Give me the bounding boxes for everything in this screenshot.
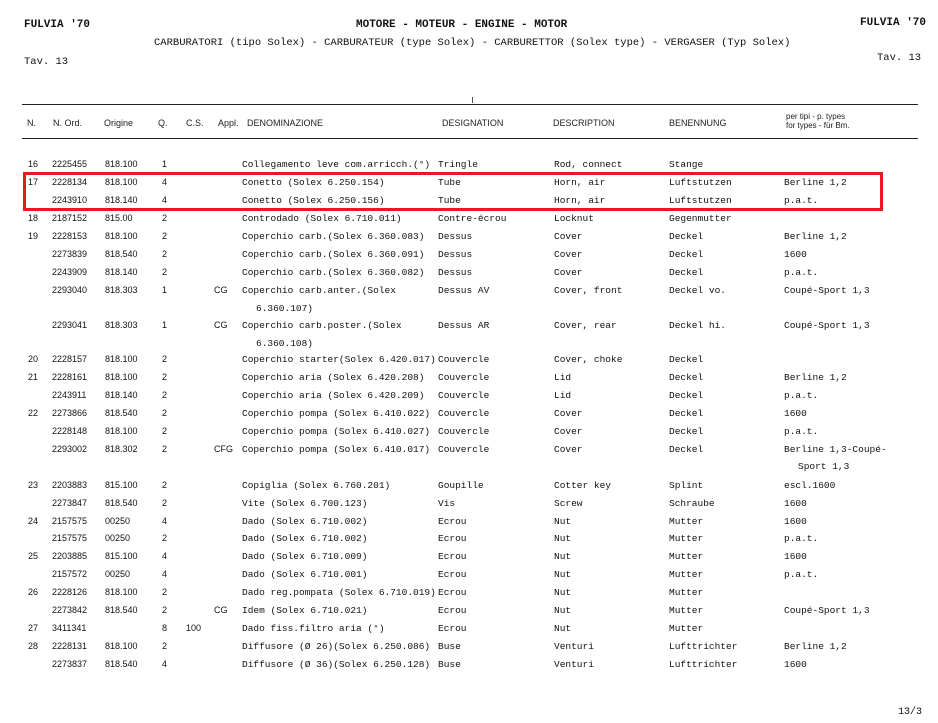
cell-desig: Vis — [438, 498, 456, 509]
cell-desc: Nut — [554, 516, 572, 527]
cell-den: Coperchio carb.anter.(Solex — [242, 285, 396, 296]
cell-desig: Couvercle — [438, 426, 490, 437]
cell-desc: Cover, rear — [554, 320, 617, 331]
cell-den: Coperchio carb.poster.(Solex — [242, 320, 402, 331]
cell-n: 26 — [28, 587, 39, 597]
cell-desc: Screw — [554, 498, 583, 509]
cell-types: p.a.t. — [784, 390, 819, 401]
cell-desig: Goupille — [438, 480, 484, 491]
cell-ben: Luftstutzen — [669, 177, 732, 188]
cell-ord: 2273842 — [52, 605, 88, 615]
cell-orig: 818.140 — [105, 390, 138, 400]
cell-types: Sport 1,3 — [798, 461, 850, 472]
cell-desig: Dessus — [438, 267, 473, 278]
cell-ben: Deckel vo. — [669, 285, 727, 296]
cell-q: 4 — [162, 569, 168, 579]
cell-den: Coperchio carb.(Solex 6.360.082) — [242, 267, 425, 278]
scan-mark — [472, 97, 473, 103]
cell-den: Copiglia (Solex 6.760.201) — [242, 480, 391, 491]
cell-n: 17 — [28, 177, 39, 187]
cell-desc: Nut — [554, 587, 572, 598]
table-number-right: Tav. 13 — [877, 52, 922, 64]
cell-ord: 2273837 — [52, 659, 88, 669]
cell-types: 1600 — [784, 408, 807, 419]
cell-ord: 2228161 — [52, 372, 88, 382]
cell-den: Diffusore (Ø 36)(Solex 6.250.128) — [242, 659, 431, 670]
cell-ord: 2273866 — [52, 408, 88, 418]
cell-ord: 2187152 — [52, 213, 88, 223]
table-row — [0, 621, 938, 639]
cell-q: 1 — [162, 285, 168, 295]
cell-desig: Dessus — [438, 231, 473, 242]
cell-q: 2 — [162, 408, 168, 418]
cell-ord: 2157575 — [52, 516, 88, 526]
cell-types: p.a.t. — [784, 533, 819, 544]
table-row — [0, 406, 938, 424]
cell-types: Coupé-Sport 1,3 — [784, 320, 870, 331]
cell-desc: Nut — [554, 533, 572, 544]
table-row — [0, 496, 938, 514]
cell-orig: 818.100 — [105, 231, 138, 241]
cell-types: Berline 1,2 — [784, 177, 847, 188]
cell-ben: Mutter — [669, 533, 704, 544]
cell-den: 6.360.107) — [256, 303, 314, 314]
table-row — [0, 229, 938, 247]
cell-types: 1600 — [784, 551, 807, 562]
cell-n: 22 — [28, 408, 39, 418]
cell-desig: Contre-écrou — [438, 213, 507, 224]
cell-den: Coperchio carb.(Solex 6.360.091) — [242, 249, 425, 260]
cell-n: 21 — [28, 372, 39, 382]
cell-ord: 2293002 — [52, 444, 88, 454]
cell-q: 2 — [162, 372, 168, 382]
cell-desc: Cover — [554, 426, 583, 437]
cell-orig: 818.540 — [105, 408, 138, 418]
cell-den: Conetto (Solex 6.250.156) — [242, 195, 385, 206]
cell-ord: 2243911 — [52, 390, 87, 400]
cell-desc: Locknut — [554, 213, 594, 224]
cell-ord: 2157572 — [52, 569, 88, 579]
cell-den: Controdado (Solex 6.710.011) — [242, 213, 402, 224]
cell-den: Dado fiss.filtro aria (°) — [242, 623, 385, 634]
cell-ben: Lufttrichter — [669, 659, 738, 670]
cell-desc: Lid — [554, 372, 572, 383]
cell-types: Coupé-Sport 1,3 — [784, 285, 870, 296]
cell-q: 2 — [162, 231, 168, 241]
cell-orig: 818.100 — [105, 641, 138, 651]
cell-desig: Ecrou — [438, 623, 467, 634]
cell-n: 27 — [28, 623, 39, 633]
cell-ord: 2225455 — [52, 159, 88, 169]
cell-q: 1 — [162, 320, 168, 330]
cell-desig: Couvercle — [438, 390, 490, 401]
cell-den: Coperchio aria (Solex 6.420.208) — [242, 372, 425, 383]
cell-ord: 2228157 — [52, 354, 88, 364]
table-row — [0, 567, 938, 585]
cell-orig: 818.100 — [105, 426, 138, 436]
cell-desig: Buse — [438, 641, 461, 652]
cell-ben: Mutter — [669, 551, 704, 562]
cell-den: Collegamento leve com.arricch.(°) — [242, 159, 431, 170]
cell-n: 23 — [28, 480, 39, 490]
cell-desc: Cover — [554, 408, 583, 419]
cell-desig: Tringle — [438, 159, 478, 170]
cell-orig: 00250 — [105, 516, 131, 526]
cell-types: p.a.t. — [784, 569, 819, 580]
cell-den: Coperchio pompa (Solex 6.410.022) — [242, 408, 431, 419]
cell-n: 25 — [28, 551, 39, 561]
table-row — [0, 301, 938, 319]
cell-ben: Deckel — [669, 249, 704, 260]
cell-ord: 2293041 — [52, 320, 88, 330]
table-row — [0, 370, 938, 388]
cell-orig: 815.100 — [105, 551, 138, 561]
cell-q: 2 — [162, 641, 168, 651]
cell-den: Dado (Solex 6.710.001) — [242, 569, 368, 580]
cell-orig: 818.540 — [105, 605, 138, 615]
cell-q: 2 — [162, 533, 168, 543]
cell-desig: Tube — [438, 195, 461, 206]
cell-orig: 818.540 — [105, 249, 138, 259]
cell-types: 1600 — [784, 498, 807, 509]
cell-desc: Venturi — [554, 659, 594, 670]
cell-q: 4 — [162, 177, 168, 187]
cell-ord: 2293040 — [52, 285, 88, 295]
cell-desc: Cover — [554, 267, 583, 278]
table-row — [0, 603, 938, 621]
table-number-left: Tav. 13 — [24, 56, 69, 68]
cell-ben: Deckel — [669, 390, 704, 401]
cell-types: p.a.t. — [784, 195, 819, 206]
col-header-n: N. — [27, 118, 36, 128]
cell-ben: Deckel hi. — [669, 320, 727, 331]
cell-orig: 815.00 — [105, 213, 133, 223]
cell-ben: Deckel — [669, 231, 704, 242]
col-header-ord: N. Ord. — [53, 118, 83, 128]
cell-types: Berline 1,3-Coupé- — [784, 444, 887, 455]
cell-types: Berline 1,2 — [784, 372, 847, 383]
table-row — [0, 388, 938, 406]
cell-ord: 2273839 — [52, 249, 88, 259]
cell-den: Dado (Solex 6.710.002) — [242, 516, 368, 527]
cell-desig: Dessus — [438, 249, 473, 260]
cell-q: 2 — [162, 444, 168, 454]
cell-ben: Luftstutzen — [669, 195, 732, 206]
cell-den: 6.360.108) — [256, 338, 314, 349]
cell-ord: 2228131 — [52, 641, 88, 651]
col-header-desc: DESCRIPTION — [553, 118, 615, 128]
cell-ben: Deckel — [669, 426, 704, 437]
cell-ord: 2243909 — [52, 267, 88, 277]
cell-q: 2 — [162, 605, 168, 615]
header-rule-bottom — [22, 138, 918, 139]
col-header-ben: BENENNUNG — [669, 118, 727, 128]
cell-types: p.a.t. — [784, 426, 819, 437]
cell-orig: 818.302 — [105, 444, 138, 454]
table-row — [0, 283, 938, 301]
table-row — [0, 424, 938, 442]
cell-den: Coperchio starter(Solex 6.420.017) — [242, 354, 436, 365]
col-header-q: Q. — [158, 118, 168, 128]
cell-ord: 2228134 — [52, 177, 88, 187]
cell-q: 2 — [162, 498, 168, 508]
cell-n: 28 — [28, 641, 39, 651]
cell-ben: Lufttrichter — [669, 641, 738, 652]
table-row — [0, 657, 938, 675]
page-title: MOTORE - MOTEUR - ENGINE - MOTOR — [356, 19, 568, 31]
cell-den: Vite (Solex 6.700.123) — [242, 498, 368, 509]
cell-ben: Mutter — [669, 569, 704, 580]
cell-orig: 818.100 — [105, 372, 138, 382]
cell-n: 20 — [28, 354, 39, 364]
cell-desig: Couvercle — [438, 444, 490, 455]
table-row — [0, 442, 938, 460]
cell-ben: Deckel — [669, 267, 704, 278]
cell-den: Coperchio aria (Solex 6.420.209) — [242, 390, 425, 401]
cell-ben: Deckel — [669, 354, 704, 365]
cell-types: Berline 1,2 — [784, 641, 847, 652]
cell-desc: Cover — [554, 444, 583, 455]
cell-desig: Ecrou — [438, 587, 467, 598]
cell-orig: 818.100 — [105, 159, 138, 169]
cell-desc: Nut — [554, 623, 572, 634]
cell-types: 1600 — [784, 249, 807, 260]
cell-types: Berline 1,2 — [784, 231, 847, 242]
model-label-left: FULVIA '70 — [24, 19, 91, 31]
table-row — [0, 514, 938, 532]
cell-den: Dado (Solex 6.710.009) — [242, 551, 368, 562]
cell-desc: Lid — [554, 390, 572, 401]
cell-ord: 2273847 — [52, 498, 88, 508]
cell-ben: Deckel — [669, 372, 704, 383]
cell-desc: Cover — [554, 249, 583, 260]
col-header-appl: Appl. — [218, 118, 239, 128]
cell-den: Coperchio pompa (Solex 6.410.027) — [242, 426, 431, 437]
cell-orig: 818.100 — [105, 587, 138, 597]
highlight-box — [23, 172, 883, 211]
cell-q: 2 — [162, 213, 168, 223]
cell-q: 2 — [162, 249, 168, 259]
cell-desig: Ecrou — [438, 551, 467, 562]
table-row — [0, 318, 938, 336]
table-row — [0, 247, 938, 265]
table-row — [0, 211, 938, 229]
cell-ord: 2203883 — [52, 480, 88, 490]
table-row — [0, 531, 938, 549]
table-row — [0, 352, 938, 370]
cell-den: Idem (Solex 6.710.021) — [242, 605, 368, 616]
page-number: 13/3 — [898, 707, 923, 718]
cell-q: 4 — [162, 195, 168, 205]
col-header-desig: DESIGNATION — [442, 118, 504, 128]
cell-types: 1600 — [784, 659, 807, 670]
cell-ord: 2157575 — [52, 533, 88, 543]
cell-desc: Nut — [554, 569, 572, 580]
col-header-den: DENOMINAZIONE — [247, 118, 324, 128]
cell-ord: 3411341 — [52, 623, 87, 633]
model-label-right: FULVIA '70 — [860, 17, 927, 29]
col-header-types-line1: per tipi - p. types — [786, 112, 846, 121]
cell-n: 18 — [28, 213, 39, 223]
cell-desc: Rod, connect — [554, 159, 623, 170]
cell-appl: CG — [214, 320, 228, 330]
table-row — [0, 265, 938, 283]
cell-desig: Couvercle — [438, 408, 490, 419]
cell-types: escl.1600 — [784, 480, 836, 491]
cell-n: 24 — [28, 516, 39, 526]
cell-q: 8 — [162, 623, 168, 633]
table-row — [0, 459, 938, 477]
cell-desig: Ecrou — [438, 533, 467, 544]
cell-desig: Ecrou — [438, 605, 467, 616]
cell-appl: CFG — [214, 444, 233, 454]
cell-orig: 00250 — [105, 533, 131, 543]
col-header-cs: C.S. — [186, 118, 204, 128]
cell-desig: Buse — [438, 659, 461, 670]
cell-types: p.a.t. — [784, 267, 819, 278]
header-rule-top — [22, 104, 918, 105]
cell-ben: Gegenmutter — [669, 213, 732, 224]
cell-n: 16 — [28, 159, 39, 169]
cell-desc: Horn, air — [554, 177, 606, 188]
cell-desig: Ecrou — [438, 516, 467, 527]
table-row — [0, 639, 938, 657]
cell-desc: Cover, front — [554, 285, 623, 296]
cell-desc: Nut — [554, 605, 572, 616]
table-row — [0, 549, 938, 567]
page-subtitle: CARBURATORI (tipo Solex) - CARBURATEUR (type Solex) - CARBURETTOR (Solex type) - VERGASER (Typ Solex) — [154, 37, 791, 49]
cell-types: Coupé-Sport 1,3 — [784, 605, 870, 616]
cell-desig: Couvercle — [438, 372, 490, 383]
cell-den: Diffusore (Ø 26)(Solex 6.250.086) — [242, 641, 431, 652]
cell-ord: 2243910 — [52, 195, 88, 205]
cell-ben: Splint — [669, 480, 704, 491]
col-header-types-line2: for types - für Bm. — [786, 121, 850, 130]
cell-ben: Mutter — [669, 587, 704, 598]
cell-q: 2 — [162, 390, 168, 400]
cell-types: 1600 — [784, 516, 807, 527]
cell-ord: 2228148 — [52, 426, 88, 436]
cell-ben: Mutter — [669, 605, 704, 616]
cell-ben: Deckel — [669, 444, 704, 455]
cell-q: 2 — [162, 267, 168, 277]
cell-desig: Dessus AR — [438, 320, 490, 331]
cell-q: 2 — [162, 426, 168, 436]
cell-desc: Nut — [554, 551, 572, 562]
cell-orig: 818.303 — [105, 320, 138, 330]
cell-desig: Couvercle — [438, 354, 490, 365]
cell-n: 19 — [28, 231, 39, 241]
cell-appl: CG — [214, 605, 228, 615]
cell-orig: 815.100 — [105, 480, 138, 490]
cell-q: 2 — [162, 354, 168, 364]
cell-ord: 2203885 — [52, 551, 88, 561]
cell-q: 2 — [162, 587, 168, 597]
cell-orig: 818.540 — [105, 498, 138, 508]
cell-ben: Schraube — [669, 498, 715, 509]
cell-q: 4 — [162, 551, 168, 561]
cell-ord: 2228153 — [52, 231, 88, 241]
cell-ben: Deckel — [669, 408, 704, 419]
cell-cs: 100 — [186, 623, 202, 633]
cell-ben: Mutter — [669, 623, 704, 634]
cell-desc: Horn, air — [554, 195, 606, 206]
cell-desig: Ecrou — [438, 569, 467, 580]
cell-orig: 00250 — [105, 569, 131, 579]
cell-den: Dado (Solex 6.710.002) — [242, 533, 368, 544]
table-row — [0, 585, 938, 603]
cell-desig: Tube — [438, 177, 461, 188]
cell-q: 4 — [162, 516, 168, 526]
cell-q: 4 — [162, 659, 168, 669]
col-header-orig: Origine — [104, 118, 134, 128]
cell-q: 2 — [162, 480, 168, 490]
cell-ord: 2228126 — [52, 587, 88, 597]
cell-orig: 818.140 — [105, 195, 138, 205]
cell-den: Coperchio pompa (Solex 6.410.017) — [242, 444, 431, 455]
cell-orig: 818.540 — [105, 659, 138, 669]
cell-orig: 818.140 — [105, 267, 138, 277]
cell-appl: CG — [214, 285, 228, 295]
table-row — [0, 478, 938, 496]
cell-desc: Venturi — [554, 641, 594, 652]
cell-desc: Cotter key — [554, 480, 612, 491]
cell-den: Coperchio carb.(Solex 6.360.083) — [242, 231, 425, 242]
cell-orig: 818.100 — [105, 354, 138, 364]
cell-orig: 818.100 — [105, 177, 138, 187]
cell-desc: Cover, choke — [554, 354, 623, 365]
cell-desc: Cover — [554, 231, 583, 242]
cell-den: Conetto (Solex 6.250.154) — [242, 177, 385, 188]
cell-ben: Mutter — [669, 516, 704, 527]
cell-den: Dado reg.pompata (Solex 6.710.019) — [242, 587, 436, 598]
cell-orig: 818.303 — [105, 285, 138, 295]
cell-ben: Stange — [669, 159, 704, 170]
cell-desig: Dessus AV — [438, 285, 490, 296]
cell-q: 1 — [162, 159, 168, 169]
